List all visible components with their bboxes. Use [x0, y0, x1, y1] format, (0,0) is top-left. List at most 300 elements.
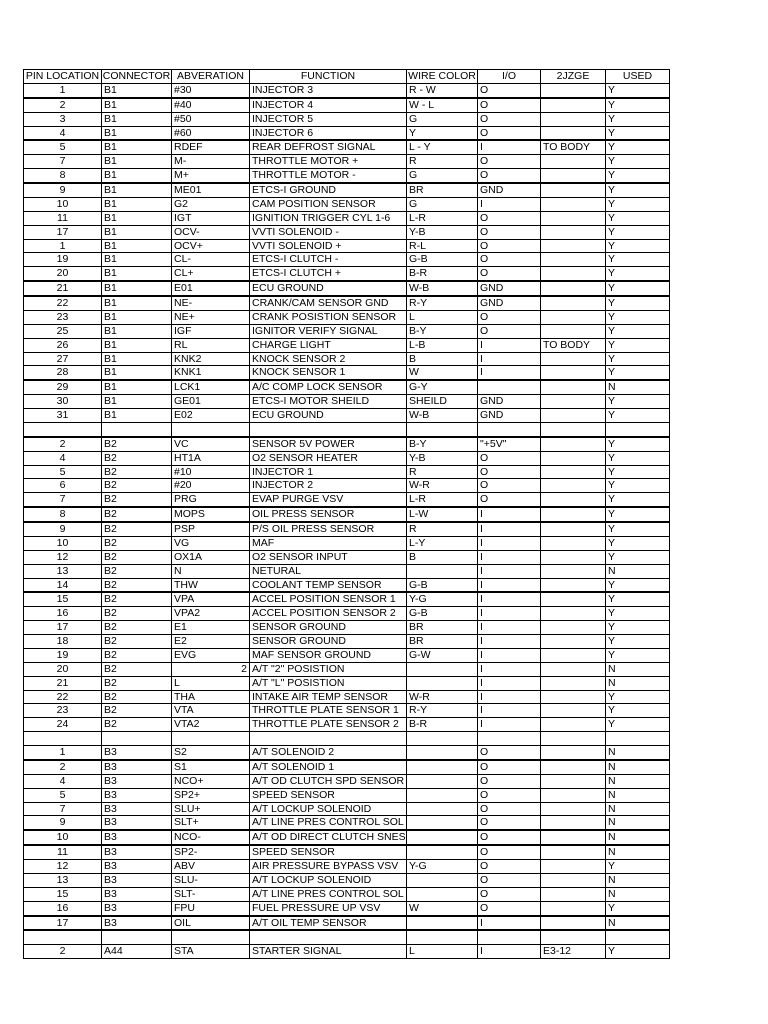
- table-row: [24, 380, 670, 394]
- connector-cell: [102, 930, 172, 944]
- pin-location-cell: 2: [24, 437, 102, 451]
- connector-cell: B2: [102, 437, 172, 451]
- abveration-cell: VG: [172, 536, 250, 550]
- pin-location-cell: 20: [24, 267, 102, 281]
- io-cell: I: [478, 564, 541, 578]
- function-cell: AIR PRESSURE BYPASS VSV: [250, 860, 407, 874]
- io-cell: O: [478, 816, 541, 830]
- io-cell: I: [478, 945, 541, 959]
- used-cell: Y: [606, 690, 670, 704]
- 2jzge-cell: [541, 635, 606, 649]
- used-cell: N: [606, 760, 670, 774]
- pin-location-cell: 24: [24, 718, 102, 732]
- wire-color-cell: Y-G: [407, 592, 478, 606]
- used-cell: Y: [606, 211, 670, 225]
- pin-location-cell: 9: [24, 522, 102, 536]
- 2jzge-cell: [541, 930, 606, 944]
- table-row: [24, 409, 670, 423]
- io-cell: I: [478, 352, 541, 366]
- connector-cell: B1: [102, 281, 172, 296]
- 2jzge-cell: [541, 169, 606, 183]
- abveration-cell: LCK1: [172, 380, 250, 394]
- wire-color-cell: G-B: [407, 253, 478, 267]
- function-cell: THROTTLE PLATE SENSOR 2: [250, 718, 407, 732]
- wire-color-cell: W: [407, 366, 478, 380]
- abveration-cell: #50: [172, 112, 250, 126]
- abveration-cell: KNK1: [172, 366, 250, 380]
- pin-location-cell: 2: [24, 760, 102, 774]
- pin-location-cell: 1: [24, 746, 102, 760]
- function-cell: SENSOR GROUND: [250, 635, 407, 649]
- wire-color-cell: W: [407, 901, 478, 915]
- connector-cell: B2: [102, 550, 172, 564]
- function-cell: KNOCK SENSOR 2: [250, 352, 407, 366]
- io-cell: O: [478, 126, 541, 140]
- abveration-cell: #40: [172, 98, 250, 112]
- wire-color-cell: W-B: [407, 281, 478, 296]
- used-cell: Y: [606, 253, 670, 267]
- abveration-cell: [172, 732, 250, 746]
- used-cell: Y: [606, 126, 670, 140]
- wire-color-cell: G-W: [407, 648, 478, 662]
- table-row: [24, 225, 670, 239]
- function-cell: SENSOR 5V POWER: [250, 437, 407, 451]
- function-cell: REAR DEFROST SIGNAL: [250, 140, 407, 154]
- used-cell: Y: [606, 607, 670, 621]
- header-used: USED: [606, 70, 670, 84]
- io-cell: O: [478, 746, 541, 760]
- io-cell: O: [478, 267, 541, 281]
- io-cell: O: [478, 83, 541, 97]
- pin-location-cell: 8: [24, 169, 102, 183]
- io-cell: GND: [478, 395, 541, 409]
- pin-location-cell: 10: [24, 536, 102, 550]
- used-cell: Y: [606, 112, 670, 126]
- table-row: [24, 465, 670, 479]
- io-cell: I: [478, 536, 541, 550]
- used-cell: [606, 732, 670, 746]
- wire-color-cell: L-R: [407, 211, 478, 225]
- 2jzge-cell: [541, 380, 606, 394]
- used-cell: Y: [606, 83, 670, 97]
- connector-cell: B1: [102, 253, 172, 267]
- table-row: [24, 860, 670, 874]
- pin-location-cell: [24, 732, 102, 746]
- table-row: [24, 592, 670, 606]
- used-cell: N: [606, 916, 670, 931]
- wire-color-cell: G-B: [407, 607, 478, 621]
- wire-color-cell: L: [407, 310, 478, 324]
- pin-location-cell: [24, 930, 102, 944]
- abveration-cell: OX1A: [172, 550, 250, 564]
- used-cell: Y: [606, 239, 670, 253]
- abveration-cell: VPA2: [172, 607, 250, 621]
- wire-color-cell: [407, 887, 478, 901]
- used-cell: Y: [606, 366, 670, 380]
- function-cell: A/T OD CLUTCH SPD SENSOR: [250, 774, 407, 788]
- io-cell: I: [478, 338, 541, 352]
- abveration-cell: ABV: [172, 860, 250, 874]
- function-cell: ETCS-I MOTOR SHEILD: [250, 395, 407, 409]
- 2jzge-cell: [541, 873, 606, 887]
- connector-cell: B3: [102, 887, 172, 901]
- pin-location-cell: 15: [24, 592, 102, 606]
- io-cell: I: [478, 507, 541, 522]
- abveration-cell: M-: [172, 155, 250, 169]
- pin-location-cell: 15: [24, 887, 102, 901]
- pin-location-cell: 1: [24, 239, 102, 253]
- function-cell: ETCS-I CLUTCH +: [250, 267, 407, 281]
- abveration-cell: 2: [172, 662, 250, 676]
- function-cell: ETCS-I GROUND: [250, 183, 407, 197]
- table-row: [24, 564, 670, 578]
- used-cell: Y: [606, 437, 670, 451]
- function-cell: NETURAL: [250, 564, 407, 578]
- 2jzge-cell: [541, 662, 606, 676]
- 2jzge-cell: [541, 564, 606, 578]
- connector-cell: B1: [102, 395, 172, 409]
- used-cell: Y: [606, 409, 670, 423]
- 2jzge-cell: [541, 507, 606, 522]
- table-row: [24, 901, 670, 915]
- connector-cell: B3: [102, 746, 172, 760]
- connector-cell: B2: [102, 662, 172, 676]
- function-cell: EVAP PURGE VSV: [250, 493, 407, 507]
- 2jzge-cell: [541, 788, 606, 802]
- 2jzge-cell: [541, 465, 606, 479]
- table-row: [24, 98, 670, 112]
- wire-color-cell: Y-G: [407, 860, 478, 874]
- wire-color-cell: R: [407, 522, 478, 536]
- abveration-cell: FPU: [172, 901, 250, 915]
- header-abveration: ABVERATION: [172, 70, 250, 84]
- abveration-cell: IGF: [172, 324, 250, 338]
- pin-location-cell: 5: [24, 788, 102, 802]
- function-cell: THROTTLE PLATE SENSOR 1: [250, 704, 407, 718]
- connector-cell: B1: [102, 225, 172, 239]
- io-cell: I: [478, 662, 541, 676]
- function-cell: MAF: [250, 536, 407, 550]
- used-cell: Y: [606, 536, 670, 550]
- wire-color-cell: Y-B: [407, 451, 478, 465]
- used-cell: Y: [606, 395, 670, 409]
- 2jzge-cell: [541, 451, 606, 465]
- 2jzge-cell: [541, 774, 606, 788]
- abveration-cell: SLU+: [172, 802, 250, 816]
- wire-color-cell: R: [407, 155, 478, 169]
- connector-cell: B1: [102, 98, 172, 112]
- table-row: [24, 197, 670, 211]
- table-row: [24, 621, 670, 635]
- pin-location-cell: 16: [24, 607, 102, 621]
- function-cell: A/T "L" POSISTION: [250, 676, 407, 690]
- connector-cell: B3: [102, 816, 172, 830]
- connector-cell: B2: [102, 564, 172, 578]
- connector-cell: B3: [102, 830, 172, 845]
- connector-cell: B1: [102, 352, 172, 366]
- abveration-cell: [172, 422, 250, 436]
- pin-location-cell: 7: [24, 155, 102, 169]
- function-cell: INJECTOR 1: [250, 465, 407, 479]
- pin-location-cell: 9: [24, 816, 102, 830]
- connector-cell: [102, 422, 172, 436]
- used-cell: Y: [606, 860, 670, 874]
- table-row: [24, 690, 670, 704]
- wire-color-cell: [407, 916, 478, 931]
- function-cell: A/T OIL TEMP SENSOR: [250, 916, 407, 931]
- abveration-cell: KNK2: [172, 352, 250, 366]
- function-cell: CAM POSITION SENSOR: [250, 197, 407, 211]
- pin-location-cell: 23: [24, 704, 102, 718]
- wire-color-cell: B: [407, 352, 478, 366]
- used-cell: N: [606, 802, 670, 816]
- pin-location-cell: 4: [24, 774, 102, 788]
- abveration-cell: SLT-: [172, 887, 250, 901]
- header-wire-color: WIRE COLOR: [408, 70, 476, 82]
- connector-cell: B2: [102, 592, 172, 606]
- io-cell: GND: [478, 281, 541, 296]
- pin-location-cell: 11: [24, 211, 102, 225]
- used-cell: Y: [606, 169, 670, 183]
- 2jzge-cell: [541, 830, 606, 845]
- io-cell: O: [478, 169, 541, 183]
- 2jzge-cell: [541, 239, 606, 253]
- pin-location-cell: 6: [24, 479, 102, 493]
- table-row: [24, 296, 670, 310]
- 2jzge-cell: [541, 281, 606, 296]
- pin-location-cell: 12: [24, 550, 102, 564]
- 2jzge-cell: TO BODY: [541, 140, 606, 154]
- function-cell: SENSOR GROUND: [250, 621, 407, 635]
- connector-cell: A44: [102, 945, 172, 959]
- pin-location-cell: 30: [24, 395, 102, 409]
- 2jzge-cell: [541, 225, 606, 239]
- io-cell: [478, 732, 541, 746]
- io-cell: O: [478, 802, 541, 816]
- table-row: [24, 395, 670, 409]
- wire-color-cell: [407, 930, 478, 944]
- 2jzge-cell: [541, 437, 606, 451]
- pin-location-cell: 13: [24, 873, 102, 887]
- function-cell: INJECTOR 6: [250, 126, 407, 140]
- pin-location-cell: 9: [24, 183, 102, 197]
- 2jzge-cell: [541, 253, 606, 267]
- 2jzge-cell: [541, 395, 606, 409]
- used-cell: N: [606, 887, 670, 901]
- connector-cell: B3: [102, 802, 172, 816]
- function-cell: SPEED SENSOR: [250, 845, 407, 859]
- table-row: [24, 732, 670, 746]
- used-cell: N: [606, 845, 670, 859]
- io-cell: GND: [478, 409, 541, 423]
- used-cell: Y: [606, 352, 670, 366]
- function-cell: IGNITION TRIGGER CYL 1-6: [250, 211, 407, 225]
- 2jzge-cell: [541, 352, 606, 366]
- 2jzge-cell: [541, 479, 606, 493]
- table-row: [24, 112, 670, 126]
- 2jzge-cell: E3-12: [541, 945, 606, 959]
- 2jzge-cell: [541, 183, 606, 197]
- table-row: [24, 239, 670, 253]
- wire-color-cell: [407, 746, 478, 760]
- function-cell: INJECTOR 5: [250, 112, 407, 126]
- function-cell: INJECTOR 2: [250, 479, 407, 493]
- pin-location-cell: 14: [24, 578, 102, 592]
- wire-color-cell: B-R: [407, 718, 478, 732]
- 2jzge-cell: [541, 83, 606, 97]
- pin-location-cell: 4: [24, 451, 102, 465]
- 2jzge-cell: [541, 310, 606, 324]
- io-cell: I: [478, 648, 541, 662]
- used-cell: Y: [606, 155, 670, 169]
- connector-cell: B1: [102, 267, 172, 281]
- table-row: [24, 267, 670, 281]
- pin-location-cell: 11: [24, 845, 102, 859]
- pin-location-cell: 8: [24, 507, 102, 522]
- 2jzge-cell: [541, 155, 606, 169]
- connector-cell: B2: [102, 451, 172, 465]
- connector-cell: B3: [102, 901, 172, 915]
- connector-cell: B1: [102, 169, 172, 183]
- pin-location-cell: 19: [24, 648, 102, 662]
- table-row: [24, 126, 670, 140]
- table-row: [24, 802, 670, 816]
- 2jzge-cell: [541, 916, 606, 931]
- header-function: FUNCTION: [250, 70, 407, 84]
- used-cell: N: [606, 816, 670, 830]
- pin-location-cell: 23: [24, 310, 102, 324]
- 2jzge-cell: [541, 578, 606, 592]
- used-cell: Y: [606, 493, 670, 507]
- wire-color-cell: R-Y: [407, 296, 478, 310]
- connector-cell: B2: [102, 536, 172, 550]
- used-cell: N: [606, 676, 670, 690]
- abveration-cell: SP2+: [172, 788, 250, 802]
- used-cell: Y: [606, 281, 670, 296]
- abveration-cell: #30: [172, 83, 250, 97]
- io-cell: O: [478, 873, 541, 887]
- io-cell: O: [478, 225, 541, 239]
- used-cell: Y: [606, 98, 670, 112]
- function-cell: A/C COMP LOCK SENSOR: [250, 380, 407, 394]
- function-cell: ECU GROUND: [250, 281, 407, 296]
- function-cell: A/T OD DIRECT CLUTCH SNES: [250, 830, 407, 845]
- io-cell: O: [478, 98, 541, 112]
- io-cell: O: [478, 155, 541, 169]
- pin-location-cell: 21: [24, 281, 102, 296]
- io-cell: O: [478, 239, 541, 253]
- abveration-cell: SLT+: [172, 816, 250, 830]
- table-row: [24, 169, 670, 183]
- wire-color-cell: [407, 774, 478, 788]
- wire-color-cell: BR: [407, 635, 478, 649]
- used-cell: Y: [606, 267, 670, 281]
- connector-cell: B2: [102, 607, 172, 621]
- abveration-cell: NCO+: [172, 774, 250, 788]
- table-row: [24, 479, 670, 493]
- wire-color-cell: L-W: [407, 507, 478, 522]
- abveration-cell: NE+: [172, 310, 250, 324]
- connector-cell: B3: [102, 788, 172, 802]
- table-row: [24, 451, 670, 465]
- used-cell: Y: [606, 578, 670, 592]
- io-cell: I: [478, 550, 541, 564]
- table-row: [24, 536, 670, 550]
- pin-location-cell: 26: [24, 338, 102, 352]
- abveration-cell: SP2-: [172, 845, 250, 859]
- abveration-cell: NE-: [172, 296, 250, 310]
- io-cell: "+5V": [478, 437, 541, 451]
- connector-cell: B3: [102, 873, 172, 887]
- wire-color-cell: [407, 676, 478, 690]
- 2jzge-cell: [541, 422, 606, 436]
- pin-location-cell: 22: [24, 296, 102, 310]
- connector-cell: B2: [102, 465, 172, 479]
- table-row: [24, 816, 670, 830]
- function-cell: CRANK/CAM SENSOR GND: [250, 296, 407, 310]
- 2jzge-cell: [541, 845, 606, 859]
- io-cell: I: [478, 916, 541, 931]
- connector-cell: B2: [102, 718, 172, 732]
- connector-cell: B2: [102, 635, 172, 649]
- function-cell: CRANK POSISTION SENSOR: [250, 310, 407, 324]
- table-row: [24, 648, 670, 662]
- wire-color-cell: [407, 873, 478, 887]
- abveration-cell: VTA: [172, 704, 250, 718]
- pin-location-cell: 10: [24, 197, 102, 211]
- io-cell: I: [478, 635, 541, 649]
- connector-cell: B3: [102, 916, 172, 931]
- abveration-cell: CL+: [172, 267, 250, 281]
- wire-color-cell: B-Y: [407, 324, 478, 338]
- abveration-cell: G2: [172, 197, 250, 211]
- pin-location-cell: 4: [24, 126, 102, 140]
- io-cell: I: [478, 690, 541, 704]
- function-cell: FUEL PRESSURE UP VSV: [250, 901, 407, 915]
- 2jzge-cell: [541, 704, 606, 718]
- table-row: [24, 746, 670, 760]
- io-cell: GND: [478, 183, 541, 197]
- connector-cell: B1: [102, 183, 172, 197]
- io-cell: I: [478, 140, 541, 154]
- io-cell: O: [478, 830, 541, 845]
- pin-location-cell: 18: [24, 635, 102, 649]
- wire-color-cell: R: [407, 465, 478, 479]
- 2jzge-cell: [541, 126, 606, 140]
- table-row: [24, 945, 670, 959]
- used-cell: Y: [606, 310, 670, 324]
- io-cell: I: [478, 578, 541, 592]
- table-row: [24, 873, 670, 887]
- pin-location-cell: [24, 422, 102, 436]
- abveration-cell: E2: [172, 635, 250, 649]
- io-cell: O: [478, 253, 541, 267]
- abveration-cell: OCV-: [172, 225, 250, 239]
- function-cell: ACCEL POSITION SENSOR 1: [250, 592, 407, 606]
- 2jzge-cell: [541, 760, 606, 774]
- header-row: [24, 70, 670, 84]
- function-cell: INTAKE AIR TEMP SENSOR: [250, 690, 407, 704]
- function-cell: A/T LINE PRES CONTROL SOL: [250, 816, 407, 830]
- wire-color-cell: Y: [407, 126, 478, 140]
- connector-cell: B2: [102, 522, 172, 536]
- used-cell: Y: [606, 465, 670, 479]
- pin-location-cell: 7: [24, 493, 102, 507]
- 2jzge-cell: [541, 98, 606, 112]
- function-cell: [250, 732, 407, 746]
- connector-cell: B1: [102, 126, 172, 140]
- function-cell: VVTI SOLENOID +: [250, 239, 407, 253]
